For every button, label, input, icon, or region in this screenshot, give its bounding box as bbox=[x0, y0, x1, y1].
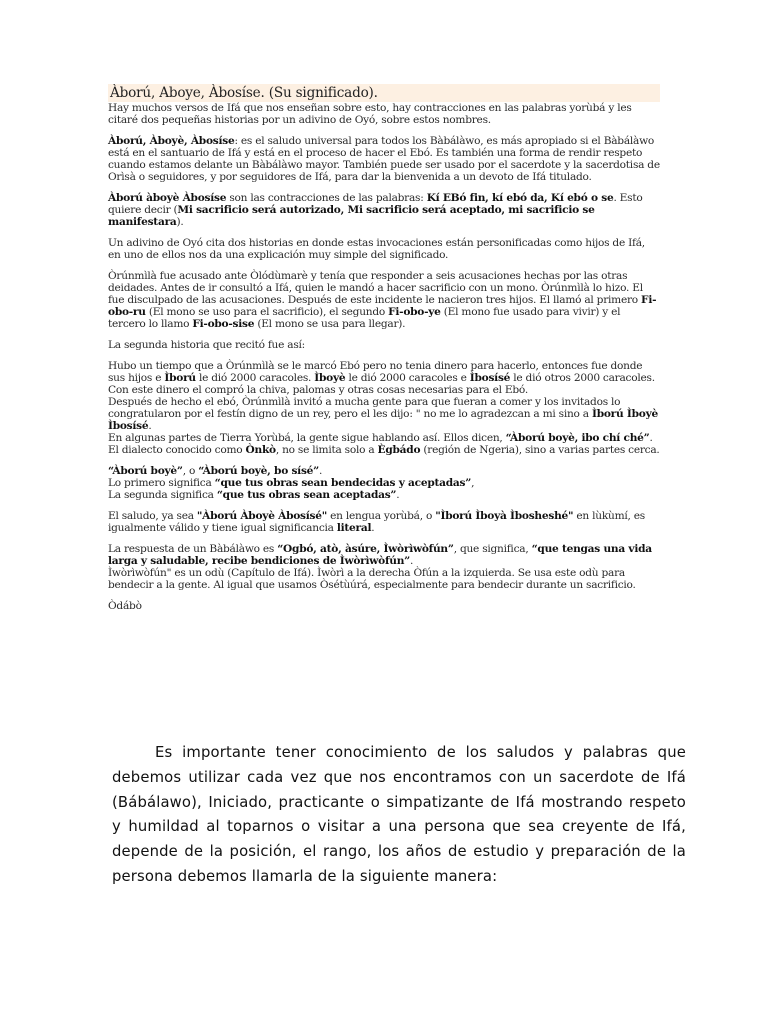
salutation-paragraph bbox=[108, 135, 660, 183]
story2-line-5 bbox=[108, 444, 660, 456]
document-body-paragraph bbox=[112, 741, 686, 890]
story2-line3-end: . bbox=[148, 420, 152, 432]
contractions-paragraph bbox=[108, 192, 660, 228]
contractions-term: Àború àboyè Àbosíse bbox=[108, 192, 227, 204]
lukumi-text-4: . bbox=[371, 522, 375, 534]
lukumi-paragraph bbox=[108, 510, 660, 534]
story2-line5-dialect: Ònkò bbox=[245, 444, 276, 456]
story2-name-1: Ìború bbox=[164, 372, 196, 384]
greetings-line3-text: La segunda significa bbox=[108, 489, 217, 501]
story2-line-4 bbox=[108, 432, 660, 444]
greeting-1: “Àború boyè” bbox=[108, 465, 183, 477]
contractions-meaning: Mi sacrificio será autorizado, Mi sacrificio será aceptado, mi sacrificio se manifestara bbox=[108, 204, 595, 228]
response-text-2: , que significa, bbox=[453, 543, 532, 555]
story1-name-3: Fi-obo-sise bbox=[192, 318, 255, 330]
response-meaning: “que tengas una vida larga y saludable, recibe bendiciones de Ìwòrìwòfún” bbox=[108, 543, 652, 567]
second-story-intro: La segunda historia que recitó fue así: bbox=[108, 339, 305, 351]
second-story-paragraph bbox=[108, 360, 660, 456]
greetings-line-1 bbox=[108, 465, 660, 477]
body-paragraph-text: Es importante tener conocimiento de los saludos y palabras que debemos utilizar cada vez que nos encontramos con un sacerdote de Ifá (Bábálawo), Iniciado, practicante o simpatizante de Ifá mostrando respeto y humildad al toparnos o visitar a una persona que sea creyente de Ifá, depende de la posición, el rango, los años de estudio y preparación de la persona debemos llamarla de la siguiente manera: bbox=[112, 744, 686, 885]
greetings-meaning-2: “que tus obras sean aceptadas” bbox=[216, 489, 397, 501]
lukumi-lukumi: "Ìború Ìboyà Ìbosheshé" bbox=[435, 510, 574, 522]
story2-name-3: Ìbosísé bbox=[469, 372, 511, 384]
greetings-line2-end: , bbox=[471, 477, 475, 489]
story2-line-2: Con este dinero el compró la chiva, palomas y otras cosas necesarias para el Ebó. bbox=[108, 384, 528, 396]
lukumi-literal: literal bbox=[336, 522, 372, 534]
contractions-text-2: . Esto quiere decir ( bbox=[108, 192, 643, 216]
story2-line-1 bbox=[108, 360, 660, 384]
article-title: Àború, Aboye, Àbosíse. (Su significado). bbox=[108, 84, 660, 102]
story2-text-4: le dió otros 2000 caracoles. bbox=[510, 372, 655, 384]
response-line-1 bbox=[108, 543, 660, 567]
story1-name-1: Fi-obo-ru bbox=[108, 294, 657, 318]
salutation-text: : es el saludo universal para todos los Bàbálàwo, es más apropiado si el Bàbálàwo está en el santuario de Ifá y está en el proceso de hacer el Ebó. Es también una forma de rendir respeto cuando estamos delante un Bàbálàwo mayor. También puede ser usado por el sacerdote y la sacerdotisa de Orìsà o seguidores, y por seguidores de Ifá, para dar la bienvenida a un devoto de Ifá titulado. bbox=[108, 135, 660, 183]
response-paragraph bbox=[108, 543, 660, 591]
oyo-diviner-paragraph: Un adivino de Oyó cita dos historias en donde estas invocaciones están personificadas como hijos de Ifá, en uno de ellos nos da una explicación muy simple del significado. bbox=[108, 237, 645, 261]
story2-text-3: le dió 2000 caracoles e bbox=[345, 372, 470, 384]
greetings-line2-text: Lo primero significa bbox=[108, 477, 215, 489]
story2-line-3 bbox=[108, 396, 660, 432]
intro-paragraph: Hay muchos versos de Ifá que nos enseñan sobre esto, hay contracciones en las palabras yorùbá y les citaré dos pequeñas historias por un adivino de Oyó, sobre estos nombres. bbox=[108, 102, 632, 126]
story1-text-3: (El mono fue usado para vivir) y el tercero lo llamo bbox=[108, 306, 621, 330]
story1-text-2: (El mono se uso para el sacrificio), el segundo bbox=[145, 306, 389, 318]
lukumi-text-1: El saludo, ya sea bbox=[108, 510, 197, 522]
story1-text-1: Òrúnmìlà fue acusado ante Òlódùmarè y tenía que responder a seis acusaciones hechas por las otras deidades. Antes de ir consultó a Ifá, quien le mandó a hacer sacrificio con un mono. Òrúnmìlà lo hizo. El fue disculpado de las acusaciones. Después de este incidente le nacieron tres hijos. El llamó al primero bbox=[108, 270, 643, 306]
story2-line4-quote: “Àború boyè, ibo chí ché” bbox=[505, 432, 650, 444]
story1-name-2: Fi-obo-ye bbox=[388, 306, 441, 318]
signature: Òdábò bbox=[108, 600, 142, 612]
greeting-2: “Àború boyè, bo sísé” bbox=[198, 465, 319, 477]
greetings-end: . bbox=[319, 465, 323, 477]
pasted-article-clip bbox=[108, 84, 660, 621]
lukumi-yoruba: "Àború Àboyè Àbosísé" bbox=[196, 510, 328, 522]
greetings-line-3 bbox=[108, 489, 660, 501]
greetings-line3-end: . bbox=[396, 489, 400, 501]
lukumi-text-3: en lùkùmí, es igualmente válido y tiene igual significancia bbox=[108, 510, 645, 534]
story2-line5-mid: , no se limita solo a bbox=[275, 444, 378, 456]
contractions-text-1: son las contracciones de las palabras: bbox=[226, 192, 427, 204]
response-text-1: La respuesta de un Bàbálàwo es bbox=[108, 543, 278, 555]
story2-line5-region: Ègbádo bbox=[377, 444, 421, 456]
story2-line3-text: Después de hecho el ebó, Òrúnmìlà invitó a mucha gente para que fueran a comer y los invitados lo congratularon por el festín digno de un rey, pero el les dijo: " no me lo agradezcan a mi sino a bbox=[108, 396, 621, 420]
story2-line4-text: En algunas partes de Tierra Yorùbá, la gente sigue hablando así. Ellos dicen, bbox=[108, 432, 506, 444]
response-yoruba: “Ogbó, atò, àsúre, Ìwòrìwòfún” bbox=[277, 543, 454, 555]
story2-line3-names: Ìború Ìboyè Ìbosísé bbox=[108, 408, 658, 432]
greetings-meaning-1: “que tus obras sean bendecidas y aceptadas” bbox=[214, 477, 472, 489]
salutation-term: Àború, Àboyè, Àbosíse bbox=[108, 135, 235, 147]
story2-line5-text: El dialecto conocido como bbox=[108, 444, 246, 456]
story2-name-2: Ìboyè bbox=[314, 372, 346, 384]
greetings-sep: , o bbox=[182, 465, 199, 477]
greetings-paragraph bbox=[108, 465, 660, 501]
story2-line5-end: (región de Ngeria), sino a varias partes cerca. bbox=[420, 444, 660, 456]
story1-text-4: (El mono se usa para llegar). bbox=[254, 318, 406, 330]
story2-line4-end: . bbox=[649, 432, 653, 444]
response-text-3: . bbox=[410, 555, 414, 567]
greetings-line-2 bbox=[108, 477, 660, 489]
story2-text-2: le dió 2000 caracoles. bbox=[195, 372, 315, 384]
lukumi-text-2: en lengua yorùbá, o bbox=[327, 510, 436, 522]
contractions-text-3: ). bbox=[176, 216, 184, 228]
story2-text-1: Hubo un tiempo que a Òrúnmìlà se le marcó Ebó pero no tenia dinero para hacerlo, entonces fue donde sus hijos e bbox=[108, 360, 643, 384]
first-story-paragraph bbox=[108, 270, 660, 330]
response-line-2: Ìwòrìwòfún" es un odù (Capítulo de Ifá). Ìwòrì a la derecha Òfún a la izquierda. Se usa este odù para bendecir a la gente. Al igual que usamos Òsétùúrá, especialmente para bendecir durante un sacrificio. bbox=[108, 567, 636, 591]
contractions-yoruba: Kí EBó fin, kí ebó da, Kí ebó o se bbox=[426, 192, 614, 204]
